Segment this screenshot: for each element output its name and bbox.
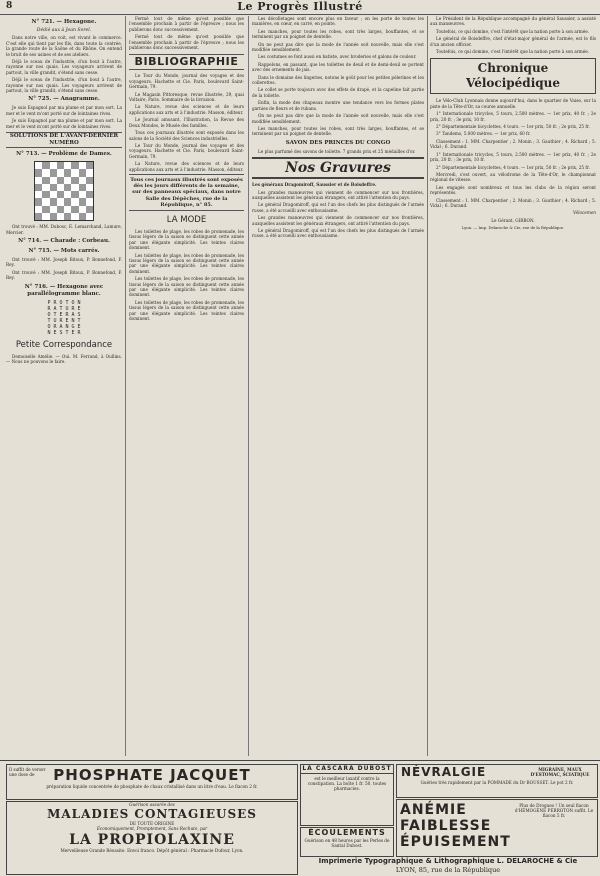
hexagone-solution-heading: N° 716. — Hexagone avec parallélogramme blanc. xyxy=(24,283,104,297)
ad-nevralgie xyxy=(396,764,598,798)
board-square xyxy=(57,169,64,176)
column-rule xyxy=(248,16,249,756)
board-square xyxy=(86,191,93,198)
board-square xyxy=(71,191,78,198)
ad-ecoulements xyxy=(300,827,394,857)
puzzle-heading-anagramme: N° 725. — Anagramme. xyxy=(28,96,100,103)
board-square xyxy=(35,213,42,220)
column-rule xyxy=(125,16,126,756)
board-square xyxy=(79,184,86,191)
fashion-text: Les toilettes de plage, les robes de promenade, les tissus légers de la saison se distinguent cette année par une élégante simplicité. Les teintes claires dominent. xyxy=(129,299,244,322)
ad-maladies-pre: Guérison assurée des xyxy=(129,802,175,807)
board-square xyxy=(71,169,78,176)
fashion-text: Les toilettes de plage, les robes de promenade, les tissus légers de la saison se distinguent cette année par une élégante simplicité. Les teintes claires dominent. xyxy=(129,228,244,251)
fashion-text: Les décolletages sont encore plus en faveur ; on les porte de toutes les manières, en cœur, en carré, en pointe. xyxy=(252,16,424,27)
advertisements xyxy=(0,760,600,876)
board-square xyxy=(86,213,93,220)
charade-heading: N° 714. — Charade : Corbeau. xyxy=(18,237,110,244)
signature: Vélocemen xyxy=(573,210,596,216)
column-rule xyxy=(427,16,428,756)
imprimerie-banner xyxy=(300,857,596,875)
mots-carres-heading: N° 715. — Mots carrés. xyxy=(28,247,100,254)
cycling-text: Classement : 1. MM. Charpentier ; 2. Monin ; 3. Gauthier ; 4. Richard ; 5. Vidal ; 6. Durand. xyxy=(430,197,596,208)
board-square xyxy=(35,177,42,184)
puzzle-text: Je suis Espagnol par ma plume et par mon sort. La mer et le vent m'ont porté sur de lointaines rives. xyxy=(6,118,122,129)
ad-phosphate-title: PHOSPHATE JACQUET xyxy=(53,766,251,784)
ad-laxine-title: LA PROPIOLAXINE xyxy=(69,831,235,848)
gravures-subheading: Les généraux Dragomiroff, Saussier et de Boisdeffre. xyxy=(252,182,377,188)
masthead xyxy=(0,0,600,15)
correspondence-text: Demoiselle Amélie. — Oui. M. Ferrand, à Oullins. — Nous ne pouvons le faire. xyxy=(6,353,122,364)
puzzle-heading-hexagone: N° 721. — Hexagone. xyxy=(31,19,97,25)
board-square xyxy=(50,213,57,220)
ad-epuisement-word: ÉPUISEMENT xyxy=(400,834,511,850)
article-text: Toutefois, ce qui domine, c'est l'intérêt que la nation porte à son armée. xyxy=(436,49,590,55)
cycling-text: Le Vélo-Club Lyonnais donne aujourd'hui, dans le quartier de Vaise, sur la piste de la Tête-d'Or, sa course annuelle. xyxy=(430,98,596,109)
biblio-entry: La Nature, revue des sciences et de leurs applications aux arts et à l'industrie. Masson, éditeur. xyxy=(129,161,244,172)
board-square xyxy=(86,198,93,205)
ad-faiblesse-word: FAIBLESSE xyxy=(400,818,492,834)
imprint: Lyon. — Imp. Delaroche & Cie, rue de la République. xyxy=(461,225,565,231)
board-square xyxy=(64,169,71,176)
board-square xyxy=(35,191,42,198)
fashion-text: Les manches, pour toutes les robes, sont très larges, bouffantes, et se terminent par un poignet de dentelle. xyxy=(252,28,424,40)
board-square xyxy=(57,191,64,198)
board-square xyxy=(86,162,93,169)
board-square xyxy=(57,184,64,191)
solvers-text: Ont trouvé : MM. Joseph Bitoux, P. Bonnefond, F. Rey. xyxy=(6,256,122,268)
gerant: Le Gérant, GIRBON. xyxy=(491,217,535,223)
puzzle-text: Déjà le sceau de l'industrie, d'un bout à l'autre, rayonne sur nos quais. Les voyageurs arrivent de partout, la ville grandit, s'étend sans cesse. xyxy=(6,59,122,75)
fashion-text: Les toilettes de plage, les robes de promenade, les tissus légers de la saison se distinguent cette année par une élégante simplicité. Les teintes claires dominent. xyxy=(129,276,244,298)
fashion-text: Les costumes se font aussi en batiste, avec broderies et galons de couleur. xyxy=(258,54,417,60)
article-text: Fermé tout de même qu'est possible que l'ensemble prochain à partir de l'épreuve ; nous les publierons donc successivement. xyxy=(129,34,244,51)
soap-ad-heading: SAVON DES PRINCES DU CONGO xyxy=(285,139,391,146)
cycling-text: Les engagés sont nombreux et tous les clubs de la région seront représentés. xyxy=(430,184,596,196)
fashion-text: Rappelons, en passant, que les toilettes de deuil et de demi-deuil se portent avec des ornements de jais. xyxy=(252,61,424,73)
board-square xyxy=(50,198,57,205)
biblio-entry: Tous ces journaux illustrés sont exposés dans les salons de la Société des Sciences industrielles. xyxy=(129,130,244,141)
page-number: 8 xyxy=(6,1,13,11)
fashion-text: Dans le domaine des lingeries, notons le goût pour les petites pèlerines et les collerettes. xyxy=(252,74,424,86)
cycling-text: 3° Tandems, 5.000 mètres. — 1er prix, 60 fr. xyxy=(436,131,531,137)
article-text: Toutefois, ce qui domine, c'est l'intérêt que la nation porte à son armée. xyxy=(436,28,590,34)
ad-nevralgie-top: MIGRAINE, MAUX D'ESTOMAC, SCIATIQUE xyxy=(530,767,590,778)
exhibit-notice: Tous ces journaux illustrés sont exposés dès les jours différents de la semaine, sur des panneaux spéciaux, dans notre Salle des Dépêches, rue de la République, n° 85. xyxy=(129,174,244,211)
board-square xyxy=(57,206,64,213)
gravures-text: Les grandes manœuvres qui viennent de commencer sur nos frontières, auxquelles assistent les généraux étrangers, ont attiré l'attention du pays. xyxy=(252,189,424,200)
board-square xyxy=(79,162,86,169)
ad-maladies-title: MALADIES CONTAGIEUSES xyxy=(47,807,257,822)
problem-heading-dames: N° 713. — Problème de Dames. xyxy=(16,151,112,158)
ad-ecoulements-title: ÉCOULEMENTS xyxy=(308,828,386,837)
board-square xyxy=(50,184,57,191)
ad-ecoulements-text: Guérison en 48 heures par les Perles de Santal Dubost. xyxy=(304,838,390,849)
board-square xyxy=(42,213,49,220)
board-square xyxy=(64,206,71,213)
column-bibliography xyxy=(129,16,244,756)
board-square xyxy=(42,184,49,191)
fashion-text: Les toilettes de plage, les robes de promenade, les tissus légers de la saison se distinguent cette année par une élégante simplicité. Les teintes claires dominent. xyxy=(129,252,244,274)
gravures-text: Le général Dragomiroff, qui est l'un des chefs les plus distingués de l'armée russe, a été accueilli avec enthousiasme. xyxy=(252,227,424,239)
word-grid: P R O T O N R A T U R E O T E R A S T U R E N T O R A N G E N E S T E R xyxy=(47,299,81,336)
puzzle-text: Déjà le sceau de l'industrie, d'un bout à l'autre, rayonne sur nos quais. Les voyageurs arrivent de partout, la ville grandit, s'étend sans cesse. xyxy=(6,77,122,94)
checkers-board xyxy=(34,161,94,221)
ad-laxine-text: Merveilleuse Grande Réussite. Envoi franco. Dépôt général : Pharmacie Dufour, Lyon. xyxy=(60,847,244,853)
cycling-text: 2° Départementale bicyclettes, 4 tours. — 1er prix, 50 fr. ; 2e prix, 25 fr. xyxy=(436,164,590,170)
fashion-text: On ne peut pas dire que la mode de l'année soit nouvelle, mais elle s'est modifiée sensiblement. xyxy=(252,41,424,53)
ad-maladies-sub: DE TOUTE ORIGINE xyxy=(129,821,175,827)
board-square xyxy=(71,213,78,220)
board-square xyxy=(42,177,49,184)
board-square xyxy=(35,184,42,191)
board-square xyxy=(42,191,49,198)
board-square xyxy=(50,191,57,198)
puzzle-text: Je suis Espagnol par ma plume et par mon sort. La mer et le vent m'ont porté sur de lointaines rives. xyxy=(6,105,122,116)
gravures-heading: Nos Gravures xyxy=(252,157,424,179)
imprimerie-address: LYON, 85, rue de la République xyxy=(395,866,501,874)
board-square xyxy=(64,198,71,205)
board-square xyxy=(42,198,49,205)
board-square xyxy=(50,162,57,169)
column-fashion-gravures xyxy=(252,16,424,756)
board-square xyxy=(35,162,42,169)
biblio-entry: Le Tour du Monde, journal des voyages et des voyageurs. Hachette et Cie. Paris, boulevard Saint-Germain, 79. xyxy=(129,142,244,159)
board-square xyxy=(50,206,57,213)
cycling-text: Classement : 1. MM. Charpentier ; 2. Monin ; 3. Gauthier ; 4. Richard ; 5. Vidal ; 6. Durand. xyxy=(430,138,596,150)
board-square xyxy=(64,177,71,184)
board-square xyxy=(79,169,86,176)
ad-phosphate-intro: Il suffit de verser une dose de xyxy=(9,767,46,778)
board-square xyxy=(42,162,49,169)
board-square xyxy=(71,198,78,205)
ad-maladies-sub2: Économiquement, Promptement, Sans Rechute, par xyxy=(96,826,208,832)
article-text: Le général de Boisdeffre, chef d'état-major général de l'armée, est le fils d'un ancien officier. xyxy=(430,36,596,47)
board-square xyxy=(71,162,78,169)
board-square xyxy=(35,206,42,213)
cycling-text: 2° Départementale bicyclettes, 4 tours. — 1er prix, 50 fr. ; 2e prix, 25 fr. xyxy=(436,124,590,130)
board-square xyxy=(35,198,42,205)
board-square xyxy=(86,177,93,184)
biblio-entry: Le Journal amusant, l'Illustration, la Revue des Deux Mondes, le Musée des familles. xyxy=(129,117,244,128)
board-square xyxy=(79,206,86,213)
fashion-text: Enfin, la mode des chapeaux montre une tendance vers les formes plates garnies de fleurs et de rubans. xyxy=(252,100,424,111)
newspaper-title: Le Progrès Illustré xyxy=(237,0,363,13)
board-square xyxy=(57,198,64,205)
fashion-heading: LA MODE xyxy=(166,214,207,225)
ad-anemie xyxy=(396,799,598,857)
article-text: Fermé tout de même qu'est possible que l'ensemble prochain à partir de l'épreuve ; nous les publierons donc successivement. xyxy=(129,16,244,32)
solvers-text: Ont trouvé : MM. Joseph Bitoux, P. Bonnefond, F. Rey. xyxy=(6,269,122,281)
fashion-text: Le collet se porte toujours avec des effets de drapé, et la capeline fait partie de la toilette. xyxy=(252,87,424,98)
ad-maladies xyxy=(6,801,298,875)
board-square xyxy=(57,177,64,184)
ad-cascara-text: est le meilleur laxatif contre la constipation. La boîte 1 fr. 50, toutes pharmacies. xyxy=(307,776,387,792)
board-square xyxy=(50,177,57,184)
fashion-text: Les manches, pour toutes les robes, sont très larges, bouffantes, et se terminent par un poignet de dentelle. xyxy=(252,125,424,137)
board-square xyxy=(86,169,93,176)
puzzle-dedication: Dédié aux à Jean Sorel. xyxy=(36,28,92,33)
board-square xyxy=(86,206,93,213)
solvers-text: Ont trouvé : MM. Dubosc, E. Lemarchand, Lamure, Mercier. xyxy=(6,224,122,235)
chronique-heading: Chronique Vélocipédique xyxy=(430,58,596,94)
biblio-entry: La Nature, revue des sciences et de leurs applications aux arts et à l'industrie. Masson, éditeur. xyxy=(129,104,244,115)
bibliography-heading: BIBLIOGRAPHIE xyxy=(129,54,244,70)
cycling-text: 1° Internationale tricycles, 5 tours, 2.500 mètres. — 1er prix, 40 fr. ; 2e prix, 20 fr. ; 3e prix, 10 fr. xyxy=(430,111,596,122)
board-square xyxy=(79,177,86,184)
board-square xyxy=(57,162,64,169)
fashion-text: On ne peut pas dire que la mode de l'année soit nouvelle, mais elle s'est modifiée sensiblement. xyxy=(252,113,424,124)
ad-anemie-text: Plus de Drogues ! Un seul flacon d'HÉMOGÈNE PERROTON suffit. Le flacon 5 fr. xyxy=(514,803,594,819)
board-square xyxy=(35,169,42,176)
cycling-text: 1° Internationale tricycles, 5 tours, 2.500 mètres. — 1er prix, 40 fr. ; 2e prix, 20 fr. ; 3e prix, 10 fr. xyxy=(430,151,596,163)
board-square xyxy=(57,213,64,220)
board-square xyxy=(50,169,57,176)
column-puzzles xyxy=(6,16,122,756)
puzzle-text: Dans notre ville, on voit, est vivant le commerce. C'est elle qui tient par les fils, dans toute la contrée, la grande route de la Saône et du Rhône. On entend le bruit de ses usines et de ses ateliers. xyxy=(6,35,122,57)
board-square xyxy=(79,191,86,198)
ad-nevralgie-title: NÉVRALGIE xyxy=(401,765,487,779)
ad-phosphate-text: préparation liquide concentrée de phosphate de chaux cristallisé dans un litre d'eau. Le flacon 2 fr. xyxy=(46,784,258,789)
board-square xyxy=(42,206,49,213)
biblio-entry: Le Tour du Monde, journal des voyages et des voyageurs. Hachette et Cie. Paris, boulevard Saint-Germain, 79. xyxy=(129,73,244,90)
column-chronique xyxy=(430,16,596,756)
gravures-text: Les grandes manœuvres qui viennent de commencer sur nos frontières, auxquelles assistent les généraux étrangers, ont attiré l'attention du pays. xyxy=(252,215,424,226)
imprimerie-title: Imprimerie Typographique & Lithographique L. DELAROCHE & Cie xyxy=(318,857,578,865)
correspondence-heading: Petite Correspondance xyxy=(15,339,113,350)
ad-cascara-title: LA CASCARA DUBOST xyxy=(302,765,392,772)
soap-ad-text: Le plus parfumé des savons de toilette. 7 grands prix et 25 médailles d'or. xyxy=(258,148,416,154)
board-square xyxy=(64,184,71,191)
board-square xyxy=(42,169,49,176)
solutions-heading: SOLUTIONS DE L'AVANT-DERNIER NUMÉRO xyxy=(6,132,122,148)
ad-phosphate xyxy=(6,764,298,800)
board-square xyxy=(64,191,71,198)
board-square xyxy=(71,177,78,184)
ad-cascara xyxy=(300,764,394,826)
ad-anemie-word: ANÉMIE xyxy=(400,802,467,818)
board-square xyxy=(79,198,86,205)
cycling-text: Mercredi, s'est ouvert, au vélodrome de la Tête-d'Or, le championnat régional de vitesse. xyxy=(430,171,596,183)
board-square xyxy=(86,184,93,191)
board-square xyxy=(71,206,78,213)
board-square xyxy=(64,162,71,169)
gravures-text: Le général Dragomiroff, qui est l'un des chefs les plus distingués de l'armée russe, a été accueilli avec enthousiasme. xyxy=(252,202,424,213)
board-square xyxy=(71,184,78,191)
biblio-entry: Le Magasin Pittoresque, revue illustrée, 29, quai Voltaire, Paris. Sommaire de la livraison. xyxy=(129,91,244,103)
ad-nevralgie-text: Guéries très rapidement par la POMMADE du Dr BOUSSET. Le pot 2 fr. xyxy=(420,780,574,785)
article-text: Le Président de la République accompagné du général Saussier, a assisté aux manœuvres. xyxy=(430,16,596,27)
board-square xyxy=(64,213,71,220)
board-square xyxy=(79,213,86,220)
